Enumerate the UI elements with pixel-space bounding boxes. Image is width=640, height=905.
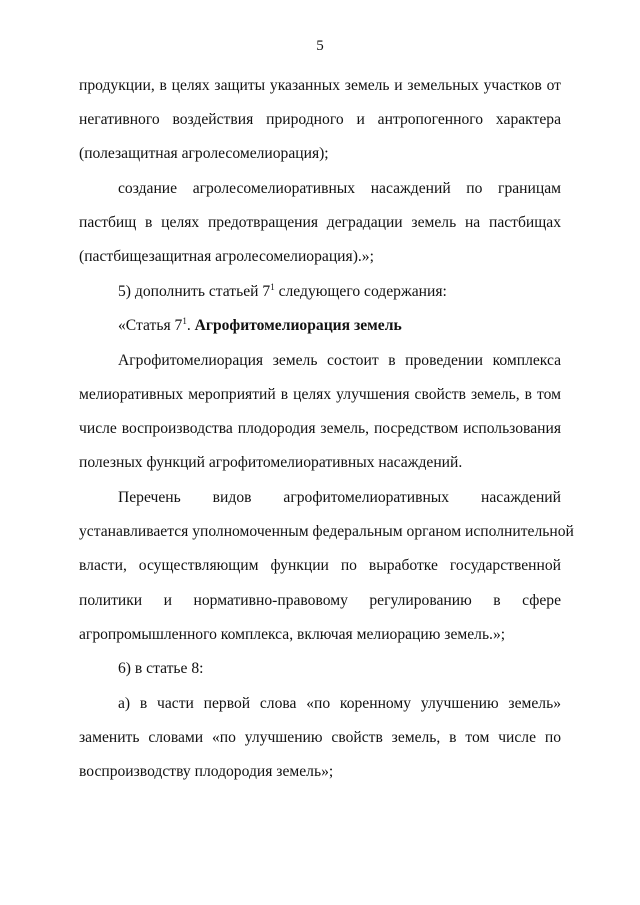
text-line: полезных функций агрофитомелиоративных насаждений. <box>79 454 463 471</box>
superscript: 1 <box>182 315 187 326</box>
text-line: (пастбищезащитная агролесомелиорация).»; <box>79 248 374 265</box>
text-line: устанавливается уполномоченным федеральным органом исполнительной <box>79 523 574 540</box>
text-line: мелиоративных мероприятий в целях улучшения свойств земель, в том <box>79 386 561 403</box>
text-fragment: 5) дополнить статьей 7 <box>118 283 271 300</box>
text-line: пастбищ в целях предотвращения деградации земель на пастбищах <box>79 214 561 231</box>
text-line: негативного воздействия природного и антропогенного характера <box>79 111 561 128</box>
amendment-item-6: 6) в статье 8: <box>118 660 204 677</box>
text-fragment: следующего содержания: <box>278 283 447 300</box>
text-line: Перечень видов агрофитомелиоративных насаждений <box>118 489 561 506</box>
article-number-dot: . <box>186 317 195 334</box>
amendment-item-5 <box>118 283 561 301</box>
text-line: создание агролесомелиоративных насаждений по границам <box>118 180 561 197</box>
text-line: воспроизводству плодородия земель»; <box>79 763 334 780</box>
text-line: заменить словами «по улучшению свойств земель, в том числе по <box>79 729 561 746</box>
text-line: (полезащитная агролесомелиорация); <box>79 145 329 162</box>
text-line: продукции, в целях защиты указанных земель и земельных участков от <box>79 77 561 94</box>
text-line: агропромышленного комплекса, включая мелиорацию земель.»; <box>79 626 506 643</box>
article-heading <box>118 317 561 335</box>
text-line: Агрофитомелиорация земель состоит в проведении комплекса <box>118 352 561 369</box>
text-line: политики и нормативно-правовому регулированию в сфере <box>79 592 561 609</box>
text-line: а) в части первой слова «по коренному улучшению земель» <box>118 695 561 712</box>
text-line: числе воспроизводства плодородия земель, посредством использования <box>79 420 561 437</box>
text-line: власти, осуществляющим функции по выработке государственной <box>79 557 561 574</box>
superscript: 1 <box>270 281 275 292</box>
page-number: 5 <box>316 38 324 54</box>
article-title: Агрофитомелиорация земель <box>194 317 402 334</box>
article-number: «Статья 7 <box>118 317 183 334</box>
